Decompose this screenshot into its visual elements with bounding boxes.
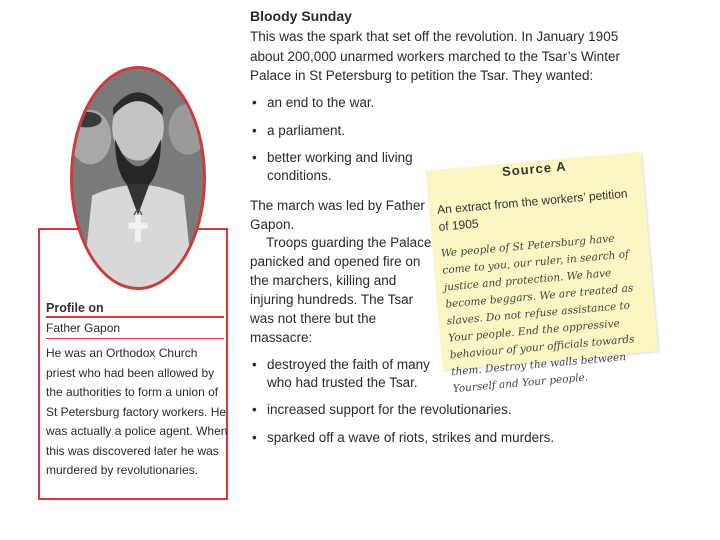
profile-name: Father Gapon (46, 321, 224, 339)
list-item: • increased support for the revolutionaries. (250, 401, 670, 419)
profile-text: He was an Orthodox Church priest who had been allowed by the authorities to form a union of St Petersburg factory workers. He was actually a police agent. When this was discovered later he was murdered by revolutionaries. (46, 346, 228, 477)
portrait-image (73, 69, 203, 287)
results-list-continued (250, 401, 670, 456)
list-item: • destroyed the faith of many who had trusted the Tsar. (250, 356, 440, 391)
list-item: • better working and living conditions. (250, 149, 430, 184)
father-gapon-portrait (70, 66, 206, 290)
list-item: • a parliament. (250, 122, 430, 140)
results-list (250, 356, 440, 391)
source-caption: An extract from the workers’ petition of 1905 (436, 186, 629, 234)
source-a-box (426, 152, 659, 396)
march-paragraph: The march was led by Father Gapon. (250, 198, 425, 232)
list-item: • sparked off a wave of riots, strikes and murders. (250, 429, 670, 447)
source-title: Source A (501, 158, 568, 180)
intro-paragraph: This was the spark that set off the revolution. In January 1905 about 200,000 unarmed workers marched to the Tsar’s Winter Palace in St Petersburg to petition the Tsar. They wanted: (250, 29, 620, 83)
source-quote: We people of St Petersburg have come to you, our ruler, in search of justice and protection. We have become beggars. We are treated as slaves. Do not refuse assistance to Your people. End the oppressive behaviour of your officials towards them. Destroy the walls between Yourself and Your people. (440, 232, 635, 396)
list-item: • an end to the war. (250, 94, 430, 112)
profile-heading: Profile on (46, 301, 224, 318)
page-title: Bloody Sunday (250, 8, 352, 24)
wants-list (250, 94, 430, 194)
massacre-paragraph: Troops guarding the Palace panicked and opened fire on the marchers, killing and injuring hundreds. The Tsar was not there but the massacre: (250, 235, 432, 345)
